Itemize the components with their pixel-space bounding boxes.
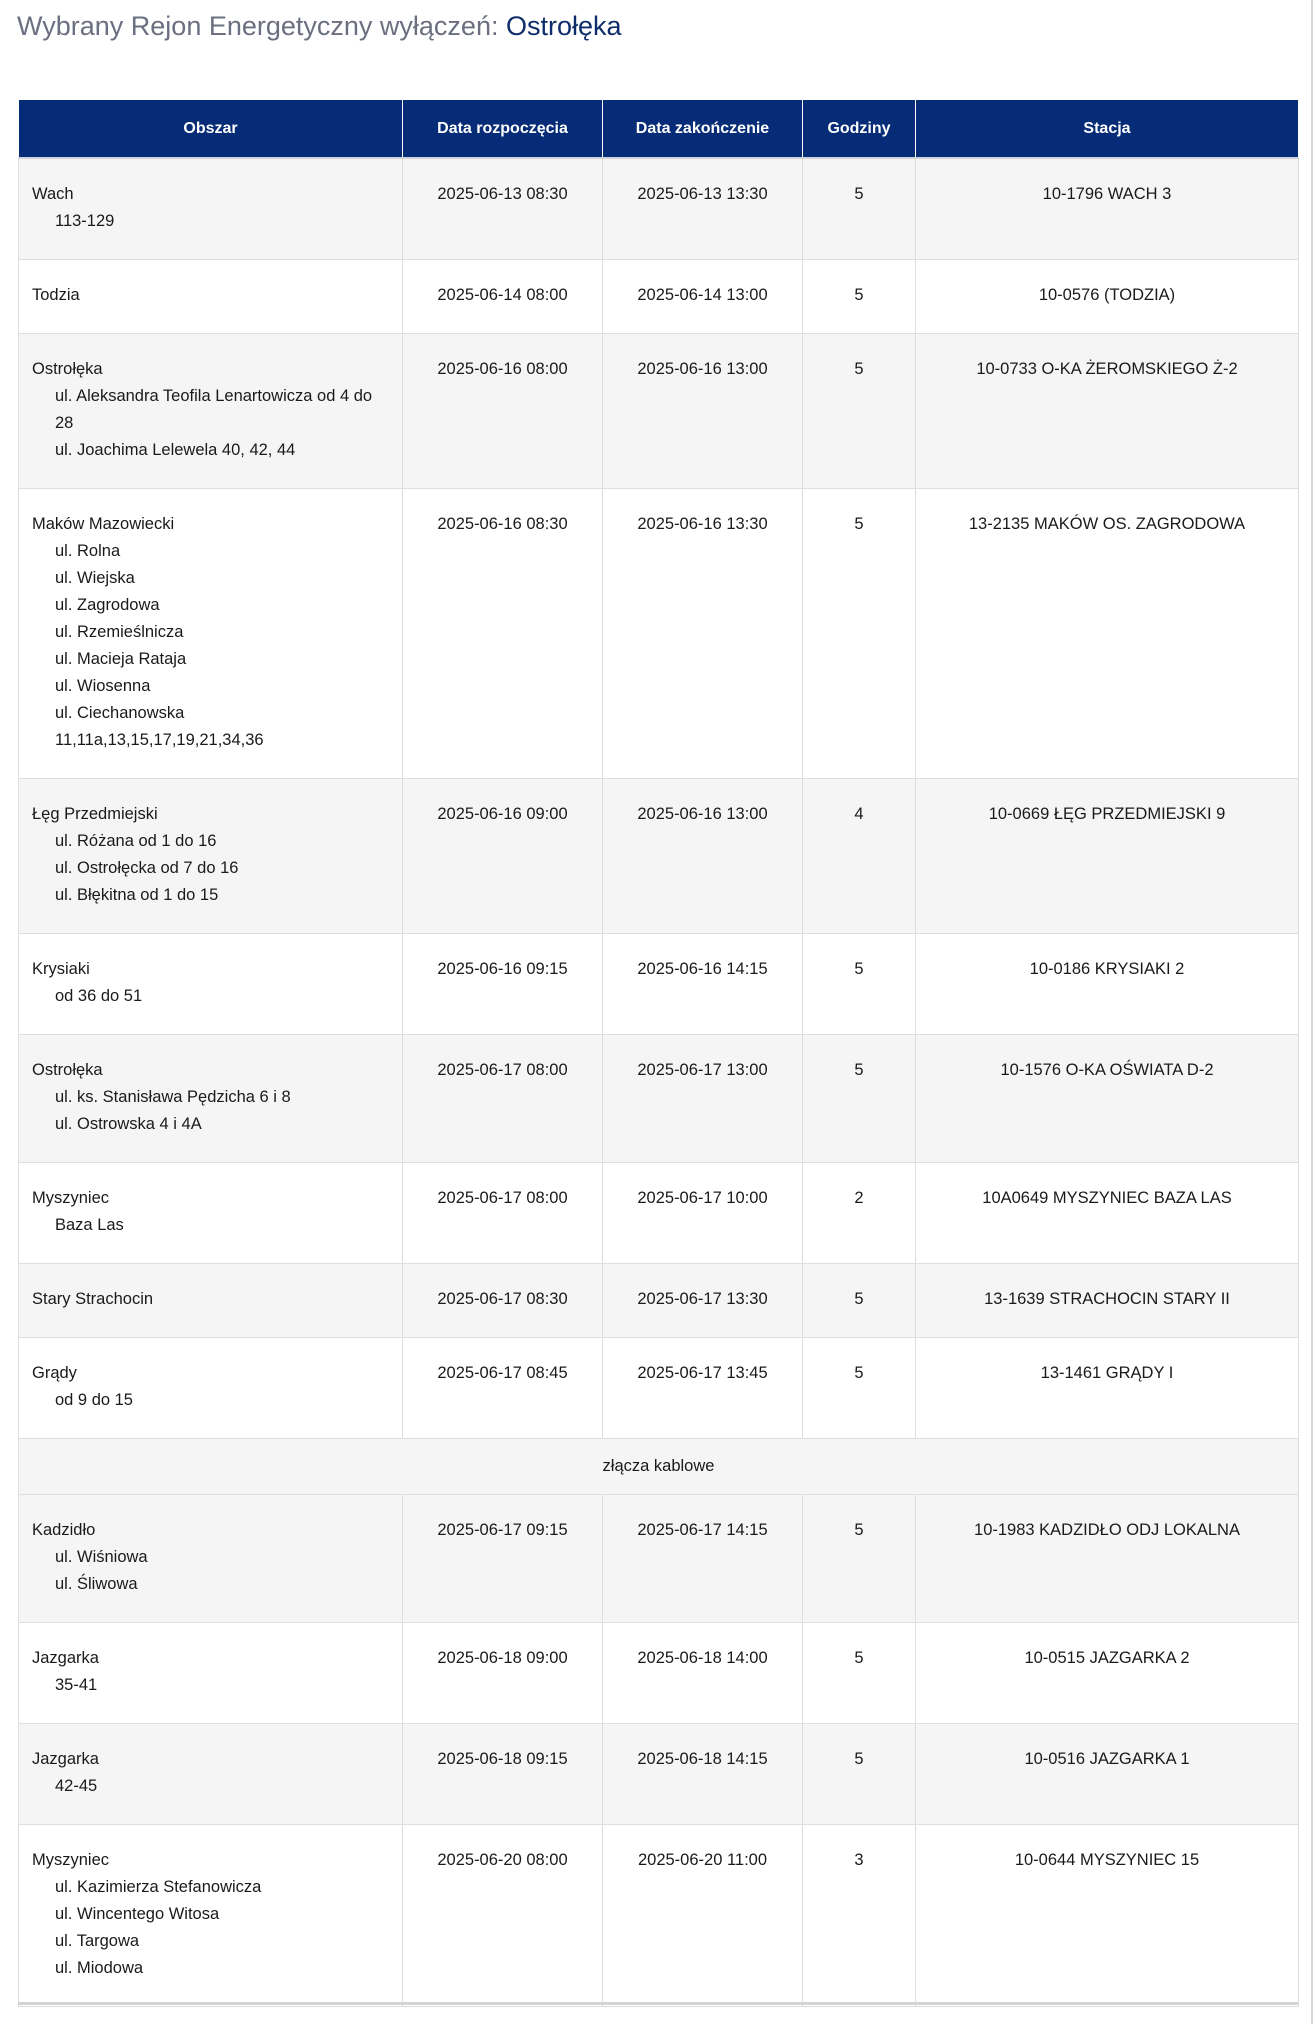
area-detail: ul. Wiejska (55, 568, 135, 587)
area-detail: ul. Rolna (55, 541, 121, 560)
station-cell: 10-1983 KADZIDŁO ODJ LOKALNA (916, 1494, 1299, 1622)
area-detail: ul. Targowa (55, 1931, 140, 1950)
area-cell (19, 933, 403, 1034)
table-row (19, 1263, 1299, 1337)
header-start-date: Data rozpoczęcia (403, 100, 603, 159)
area-cell (19, 1622, 403, 1723)
end-date-cell: 2025-06-17 13:30 (603, 1263, 803, 1337)
area-name: Jazgarka (32, 1648, 99, 1667)
area-name: Kadzidło (32, 1520, 96, 1539)
hours-cell: 5 (803, 1622, 916, 1723)
end-date-cell: 2025-06-17 13:00 (603, 1034, 803, 1162)
table-row (19, 1337, 1299, 1438)
table-row (19, 158, 1299, 259)
hours-cell: 5 (803, 158, 916, 259)
end-date-cell: 2025-06-18 14:00 (603, 1622, 803, 1723)
area-name: Ostrołęka (32, 359, 103, 378)
table-bottom-border (18, 2002, 1298, 2005)
end-date-cell: 2025-06-17 13:45 (603, 1337, 803, 1438)
hours-cell: 5 (803, 488, 916, 778)
station-cell: 13-1639 STRACHOCIN STARY II (916, 1263, 1299, 1337)
end-date-cell: 2025-06-16 13:30 (603, 488, 803, 778)
area-detail: ul. Ciechanowska 11,11a,13,15,17,19,21,34,36 (55, 703, 264, 749)
station-cell: 10-1576 O-KA OŚWIATA D-2 (916, 1034, 1299, 1162)
hours-cell: 5 (803, 1337, 916, 1438)
header-end-date: Data zakończenie (603, 100, 803, 159)
header-area: Obszar (19, 100, 403, 159)
station-cell: 10-0576 (TODZIA) (916, 259, 1299, 333)
end-date-cell: 2025-06-17 10:00 (603, 1162, 803, 1263)
area-name: Myszyniec (32, 1850, 110, 1869)
separator-row (19, 1438, 1299, 1494)
area-detail: ul. Wiśniowa (55, 1547, 148, 1566)
area-name: Todzia (32, 285, 80, 304)
table-row (19, 1622, 1299, 1723)
area-name: Jazgarka (32, 1749, 99, 1768)
area-detail: od 36 do 51 (55, 986, 143, 1005)
table-body (19, 158, 1299, 2006)
area-detail: ul. Zagrodowa (55, 595, 160, 614)
start-date-cell: 2025-06-18 09:00 (403, 1622, 603, 1723)
start-date-cell: 2025-06-16 08:30 (403, 488, 603, 778)
hours-cell: 5 (803, 333, 916, 488)
area-cell (19, 488, 403, 778)
area-cell (19, 1263, 403, 1337)
area-name: Łęg Przedmiejski (32, 804, 158, 823)
area-detail: ul. Śliwowa (55, 1574, 138, 1593)
area-detail: ul. Kazimierza Stefanowicza (55, 1877, 262, 1896)
table-header (19, 100, 1299, 159)
area-detail: ul. Miodowa (55, 1958, 144, 1977)
station-cell: 10-0516 JAZGARKA 1 (916, 1723, 1299, 1824)
table-row (19, 1723, 1299, 1824)
area-detail: ul. Ostrowska 4 i 4A (55, 1114, 202, 1133)
heading-prefix: Wybrany Rejon Energetyczny wyłączeń: (17, 11, 499, 41)
end-date-cell: 2025-06-13 13:30 (603, 158, 803, 259)
area-detail: 42-45 (55, 1776, 98, 1795)
start-date-cell: 2025-06-17 08:45 (403, 1337, 603, 1438)
header-hours: Godziny (803, 100, 916, 159)
start-date-cell: 2025-06-13 08:30 (403, 158, 603, 259)
area-cell (19, 1494, 403, 1622)
area-name: Grądy (32, 1363, 77, 1382)
area-cell (19, 1723, 403, 1824)
area-name: Wach (32, 185, 74, 203)
table-row (19, 333, 1299, 488)
station-cell: 10-0186 KRYSIAKI 2 (916, 933, 1299, 1034)
area-cell (19, 1337, 403, 1438)
area-name: Maków Mazowiecki (32, 514, 175, 533)
area-cell (19, 1824, 403, 2006)
area-cell (19, 1034, 403, 1162)
hours-cell: 5 (803, 1034, 916, 1162)
area-detail: od 9 do 15 (55, 1390, 133, 1409)
area-cell (19, 259, 403, 333)
start-date-cell: 2025-06-20 08:00 (403, 1824, 603, 2006)
area-name: Myszyniec (32, 1188, 110, 1207)
start-date-cell: 2025-06-17 09:15 (403, 1494, 603, 1622)
table-row (19, 1034, 1299, 1162)
area-detail: 35-41 (55, 1675, 98, 1694)
station-cell: 13-2135 MAKÓW OS. ZAGRODOWA (916, 488, 1299, 778)
station-cell: 10-0644 MYSZYNIEC 15 (916, 1824, 1299, 2006)
area-detail: ul. Macieja Rataja (55, 649, 187, 668)
hours-cell: 5 (803, 1263, 916, 1337)
table-row (19, 778, 1299, 933)
hours-cell: 5 (803, 933, 916, 1034)
station-cell: 10-1796 WACH 3 (916, 158, 1299, 259)
header-station: Stacja (916, 100, 1299, 159)
area-detail: ul. Wiosenna (55, 676, 151, 695)
station-cell: 10-0669 ŁĘG PRZEDMIEJSKI 9 (916, 778, 1299, 933)
area-detail: ul. Joachima Lelewela 40, 42, 44 (55, 440, 296, 459)
area-cell (19, 778, 403, 933)
area-name: Stary Strachocin (32, 1289, 154, 1308)
outages-table (18, 99, 1299, 2007)
hours-cell: 2 (803, 1162, 916, 1263)
end-date-cell: 2025-06-18 14:15 (603, 1723, 803, 1824)
end-date-cell: 2025-06-16 13:00 (603, 333, 803, 488)
end-date-cell: 2025-06-20 11:00 (603, 1824, 803, 2006)
area-detail: ul. ks. Stanisława Pędzicha 6 i 8 (55, 1087, 291, 1106)
area-detail: 113-129 (55, 212, 115, 230)
station-cell: 10A0649 MYSZYNIEC BAZA LAS (916, 1162, 1299, 1263)
area-detail: ul. Rzemieślnicza (55, 622, 184, 641)
start-date-cell: 2025-06-16 08:00 (403, 333, 603, 488)
table-row (19, 259, 1299, 333)
area-name: Krysiaki (32, 959, 90, 978)
table-row (19, 488, 1299, 778)
start-date-cell: 2025-06-17 08:30 (403, 1263, 603, 1337)
hours-cell: 5 (803, 259, 916, 333)
end-date-cell: 2025-06-16 14:15 (603, 933, 803, 1034)
start-date-cell: 2025-06-14 08:00 (403, 259, 603, 333)
station-cell: 13-1461 GRĄDY I (916, 1337, 1299, 1438)
table-row (19, 1824, 1299, 2006)
hours-cell: 4 (803, 778, 916, 933)
start-date-cell: 2025-06-16 09:15 (403, 933, 603, 1034)
table-row (19, 1494, 1299, 1622)
end-date-cell: 2025-06-17 14:15 (603, 1494, 803, 1622)
start-date-cell: 2025-06-17 08:00 (403, 1034, 603, 1162)
area-cell (19, 1162, 403, 1263)
hours-cell: 3 (803, 1824, 916, 2006)
area-cell (19, 333, 403, 488)
area-detail: Baza Las (55, 1215, 124, 1234)
area-detail: ul. Wincentego Witosa (55, 1904, 220, 1923)
table-row (19, 1162, 1299, 1263)
area-detail: ul. Różana od 1 do 16 (55, 831, 217, 850)
table-row (19, 933, 1299, 1034)
start-date-cell: 2025-06-17 08:00 (403, 1162, 603, 1263)
end-date-cell: 2025-06-14 13:00 (603, 259, 803, 333)
selected-region: Ostrołęka (505, 11, 622, 41)
station-cell: 10-0515 JAZGARKA 2 (916, 1622, 1299, 1723)
area-cell (19, 158, 403, 259)
area-detail: ul. Aleksandra Teofila Lenartowicza od 4 do 28 (55, 386, 373, 432)
area-detail: ul. Ostrołęcka od 7 do 16 (55, 858, 239, 877)
start-date-cell: 2025-06-16 09:00 (403, 778, 603, 933)
separator-label: złącza kablowe (19, 1438, 1299, 1494)
area-detail: ul. Błękitna od 1 do 15 (55, 885, 219, 904)
start-date-cell: 2025-06-18 09:15 (403, 1723, 603, 1824)
end-date-cell: 2025-06-16 13:00 (603, 778, 803, 933)
page-title (17, 6, 622, 46)
station-cell: 10-0733 O-KA ŻEROMSKIEGO Ż-2 (916, 333, 1299, 488)
hours-cell: 5 (803, 1723, 916, 1824)
hours-cell: 5 (803, 1494, 916, 1622)
area-name: Ostrołęka (32, 1060, 103, 1079)
